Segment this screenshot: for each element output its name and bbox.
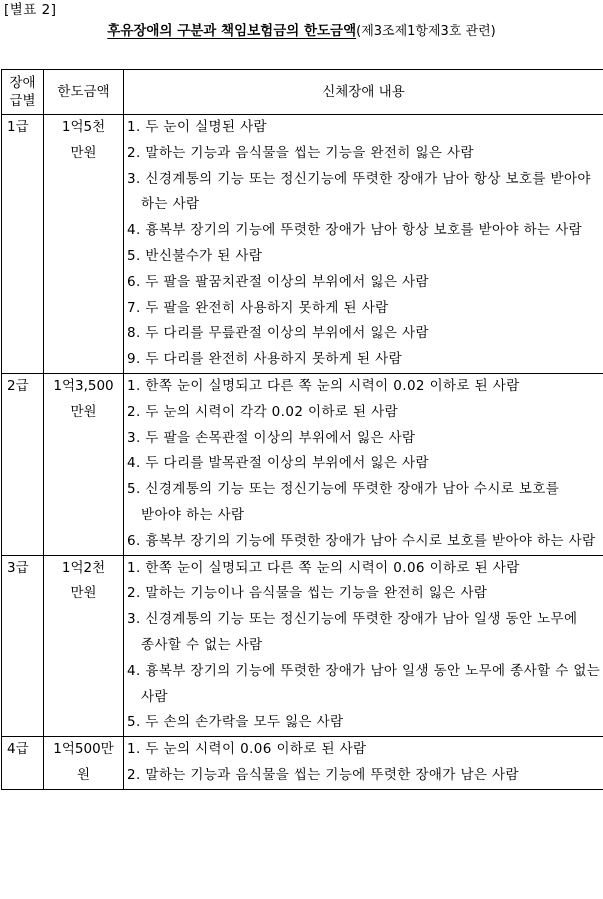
grade-cell: 1급 bbox=[2, 115, 44, 374]
list-item: 2. 말하는 기능과 음식물을 씹는 기능을 완전히 잃은 사람 bbox=[127, 144, 474, 161]
list-item: 7. 두 팔을 완전히 사용하지 못하게 된 사람 bbox=[127, 299, 389, 316]
items-cell bbox=[124, 373, 603, 555]
table-header-row bbox=[2, 70, 603, 115]
header-content: 신체장애 내용 bbox=[124, 70, 603, 115]
grade-cell: 2급 bbox=[2, 373, 44, 555]
limit-cell: 1억500만 원 bbox=[44, 737, 124, 790]
table-row-grade-3 bbox=[2, 555, 603, 737]
list-item: 8. 두 다리를 무릎관절 이상의 부위에서 잃은 사람 bbox=[127, 325, 429, 342]
items-cell bbox=[124, 115, 603, 374]
table-row-grade-1 bbox=[2, 115, 603, 374]
header-grade: 장애 급별 bbox=[2, 70, 44, 115]
table-row-grade-4 bbox=[2, 737, 603, 790]
list-item: 3. 신경계통의 기능 또는 정신기능에 뚜렷한 장애가 남아 일생 동안 노무에 종사할 수 없는 사람 bbox=[127, 611, 578, 653]
header-limit: 한도금액 bbox=[44, 70, 124, 115]
limit-cell: 1억3,500 만원 bbox=[44, 373, 124, 555]
list-item: 1. 한쪽 눈이 실명되고 다른 쪽 눈의 시력이 0.02 이하로 된 사람 bbox=[127, 377, 520, 394]
list-item: 2. 말하는 기능과 음식물을 씹는 기능에 뚜렷한 장애가 남은 사람 bbox=[127, 766, 519, 783]
list-item: 3. 신경계통의 기능 또는 정신기능에 뚜렷한 장애가 남아 항상 보호를 받아야 하는 사람 bbox=[127, 170, 591, 213]
list-item: 2. 두 눈의 시력이 각각 0.02 이하로 된 사람 bbox=[127, 403, 399, 420]
list-item: 9. 두 다리를 완전히 사용하지 못하게 된 사람 bbox=[127, 351, 403, 368]
list-item: 6. 두 팔을 팔꿈치관절 이상의 부위에서 잃은 사람 bbox=[127, 273, 429, 290]
table-row-grade-2 bbox=[2, 373, 603, 555]
list-item: 4. 흉복부 장기의 기능에 뚜렷한 장애가 남아 일생 동안 노무에 종사할 수 없는 사람 bbox=[127, 662, 601, 705]
grade-cell: 4급 bbox=[2, 737, 44, 790]
limit-cell: 1억2천 만원 bbox=[44, 555, 124, 737]
list-item: 1. 두 눈의 시력이 0.06 이하로 된 사람 bbox=[127, 741, 367, 758]
list-item: 5. 반신불수가 된 사람 bbox=[127, 247, 263, 264]
list-item: 1. 두 눈이 실명된 사람 bbox=[127, 119, 267, 135]
grade-cell: 3급 bbox=[2, 555, 44, 737]
list-item: 5. 신경계통의 기능 또는 정신기능에 뚜렷한 장애가 남아 수시로 보호를 받아야 하는 사람 bbox=[127, 481, 560, 523]
list-item: 2. 말하는 기능이나 음식물을 씹는 기능을 완전히 잃은 사람 bbox=[127, 585, 488, 602]
limit-cell: 1억5천 만원 bbox=[44, 115, 124, 374]
items-cell bbox=[124, 737, 603, 790]
annex-tag: [별표 2] bbox=[4, 2, 57, 18]
title-reference: (제3조제1항제3호 관련) bbox=[356, 24, 496, 39]
title-main: 후유장애의 구분과 책임보험금의 한도금액 bbox=[107, 23, 357, 39]
list-item: 4. 두 다리를 발목관절 이상의 부위에서 잃은 사람 bbox=[127, 455, 429, 472]
disability-table bbox=[1, 69, 603, 790]
list-item: 4. 흉복부 장기의 기능에 뚜렷한 장애가 남아 항상 보호를 받아야 하는 사람 bbox=[127, 222, 583, 239]
list-item: 3. 두 팔을 손목관절 이상의 부위에서 잃은 사람 bbox=[127, 429, 416, 446]
list-item: 6. 흉복부 장기의 기능에 뚜렷한 장애가 남아 수시로 보호를 받아야 하는 사람 bbox=[127, 532, 596, 549]
document-title bbox=[0, 21, 603, 42]
list-item: 1. 한쪽 눈이 실명되고 다른 쪽 눈의 시력이 0.06 이하로 된 사람 bbox=[127, 559, 520, 576]
items-cell bbox=[124, 555, 603, 737]
list-item: 5. 두 손의 손가락을 모두 잃은 사람 bbox=[127, 714, 344, 731]
